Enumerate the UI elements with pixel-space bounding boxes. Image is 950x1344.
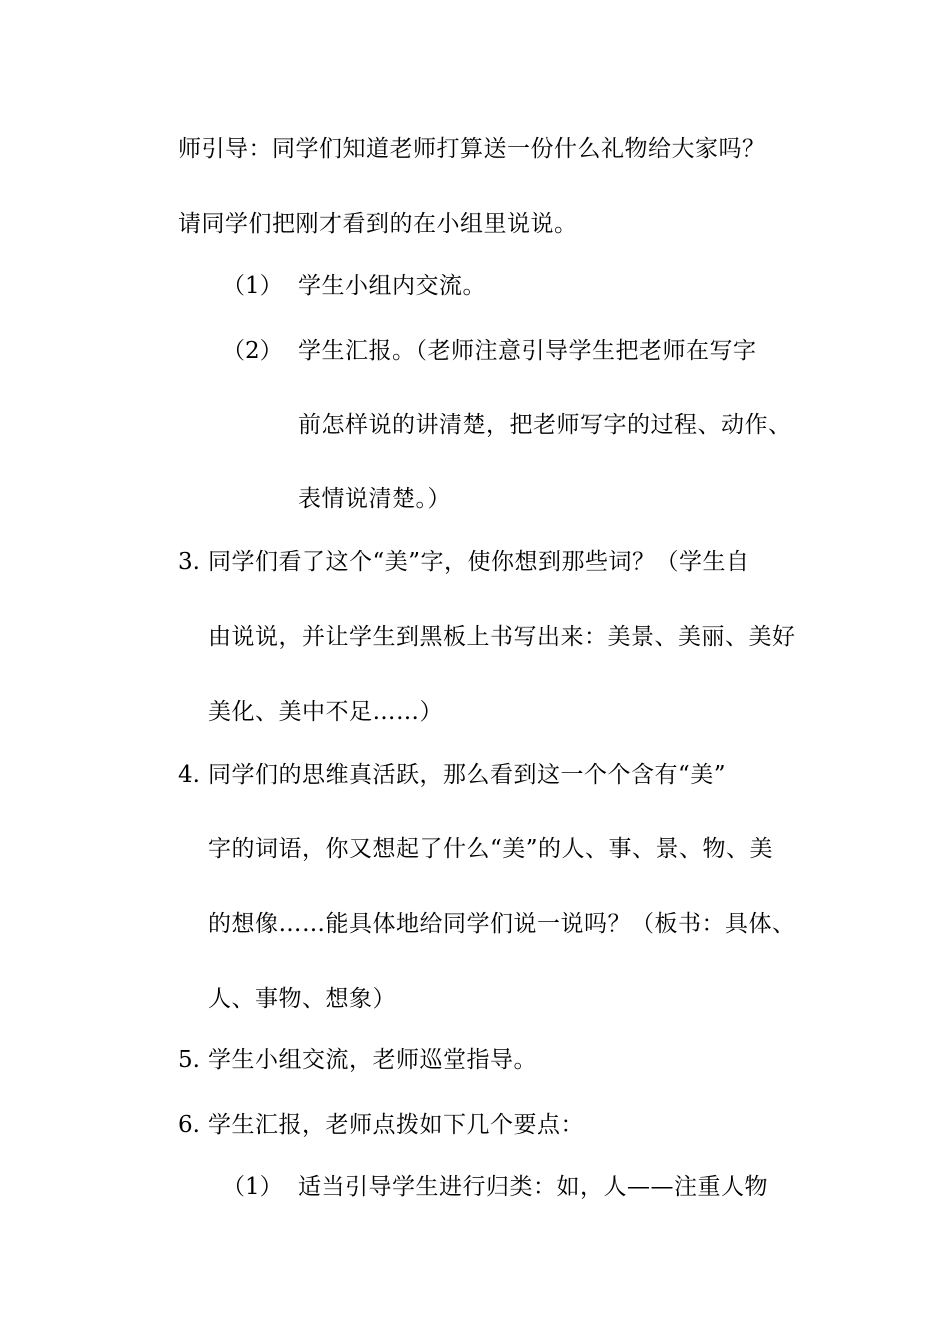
list-marker-3: 3. [178,549,200,575]
list-item-text-continued: 字的词语，你又想起了什么“美”的人、事、景、物、美 [208,836,774,862]
list-marker-sub-1: （1） [222,273,283,299]
list-item-text: 学生汇报，老师点拨如下几个要点： [208,1112,584,1138]
list-item-text: 同学们的思维真活跃，那么看到这一个个含有“美” [208,762,727,788]
list-item-text: 适当引导学生进行归类：如，人——注重人物 [298,1174,768,1200]
list-marker-sub-1b: （1） [222,1174,283,1200]
list-item-text: 学生小组内交流。 [298,273,486,299]
paragraph-line-instruction: 请同学们把刚才看到的在小组里说说。 [178,211,578,237]
list-item-text: 学生汇报。（老师注意引导学生把老师在写字 [298,338,757,364]
paragraph-line-intro: 师引导：同学们知道老师打算送一份什么礼物给大家吗？ [178,136,766,162]
list-item-text-continued: 的想像……能具体地给同学们说一说吗？（板书：具体、 [208,911,796,937]
list-item-text-continued: 美化、美中不足……） [208,699,443,725]
list-item-text-continued: 表情说清楚。） [298,486,451,512]
list-item-text: 同学们看了这个“美”字，使你想到那些词？（学生自 [208,549,750,575]
list-marker-5: 5. [178,1047,200,1073]
list-item-text-continued: 前怎样说的讲清楚，把老师写字的过程、动作、 [298,412,792,438]
list-item-text-continued: 人、事物、想象） [208,986,396,1012]
list-marker-sub-2: （2） [222,338,283,364]
list-item-text-continued: 由说说，并让学生到黑板上书写出来：美景、美丽、美好 [208,624,796,650]
list-marker-6: 6. [178,1112,200,1138]
list-marker-4: 4. [178,762,200,788]
list-item-text: 学生小组交流，老师巡堂指导。 [208,1047,537,1073]
